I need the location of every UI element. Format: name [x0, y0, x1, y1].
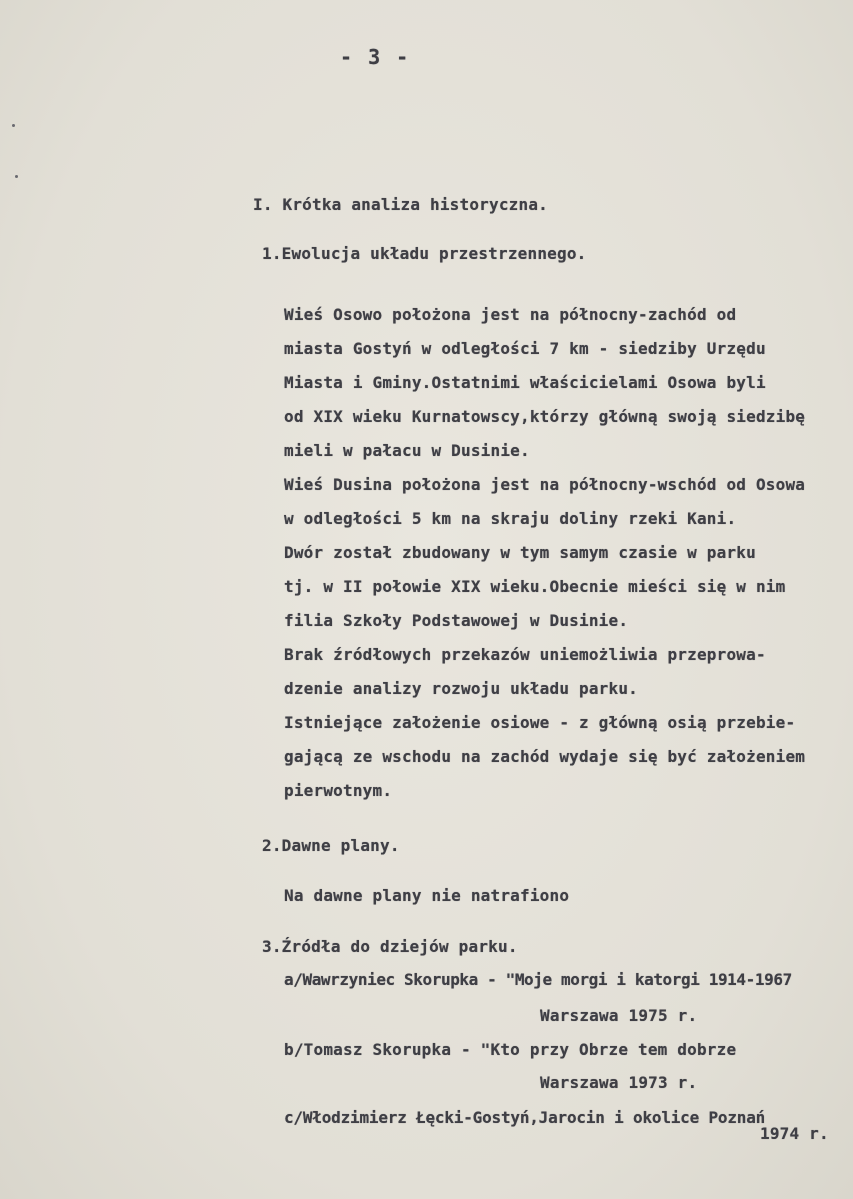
- source-item-b-place: Warszawa 1973 r.: [540, 1073, 698, 1092]
- source-item-b: b/Tomasz Skorupka - "Kto przy Obrze tem dobrze: [284, 1040, 737, 1059]
- body-line: Brak źródłowych przekazów uniemożliwia przeprowa-: [284, 645, 766, 664]
- section-2-title: 2.Dawne plany.: [262, 836, 400, 855]
- body-line: dzenie analizy rozwoju układu parku.: [284, 679, 638, 698]
- body-line: miasta Gostyń w odległości 7 km - siedziby Urzędu: [284, 339, 766, 358]
- section-2-text: Na dawne plany nie natrafiono: [284, 886, 570, 905]
- paper-speck: [12, 124, 15, 127]
- body-line: Istniejące założenie osiowe - z główną osią przebie-: [284, 713, 796, 732]
- main-heading: I. Krótka analiza historyczna.: [253, 195, 548, 214]
- paper-speck: [15, 175, 18, 178]
- source-item-a-place: Warszawa 1975 r.: [540, 1006, 698, 1025]
- body-line: filia Szkoły Podstawowej w Dusinie.: [284, 611, 629, 630]
- body-line: Wieś Osowo położona jest na północny-zachód od: [284, 305, 737, 324]
- section-3-title: 3.Źródła do dziejów parku.: [262, 937, 518, 956]
- body-line: Miasta i Gminy.Ostatnimi właścicielami Osowa byli: [284, 373, 766, 392]
- body-line: gającą ze wschodu na zachód wydaje się być założeniem: [284, 747, 806, 766]
- body-line: Wieś Dusina położona jest na północny-wschód od Osowa: [284, 475, 806, 494]
- body-line: od XIX wieku Kurnatowscy,którzy główną swoją siedzibę: [284, 407, 806, 426]
- body-line: mieli w pałacu w Dusinie.: [284, 441, 530, 460]
- source-item-a: a/Wawrzyniec Skorupka - "Moje morgi i katorgi 1914-1967: [284, 970, 792, 989]
- body-line: w odległości 5 km na skraju doliny rzeki Kani.: [284, 509, 737, 528]
- source-item-c-year: 1974 r.: [760, 1124, 829, 1143]
- body-line: pierwotnym.: [284, 781, 393, 800]
- body-line: Dwór został zbudowany w tym samym czasie w parku: [284, 543, 756, 562]
- source-item-c: c/Włodzimierz Łęcki-Gostyń,Jarocin i okolice Poznań: [284, 1108, 766, 1127]
- page-number: - 3 -: [340, 45, 411, 69]
- body-line: tj. w II połowie XIX wieku.Obecnie mieści się w nim: [284, 577, 786, 596]
- section-1-title: 1.Ewolucja układu przestrzennego.: [262, 244, 587, 263]
